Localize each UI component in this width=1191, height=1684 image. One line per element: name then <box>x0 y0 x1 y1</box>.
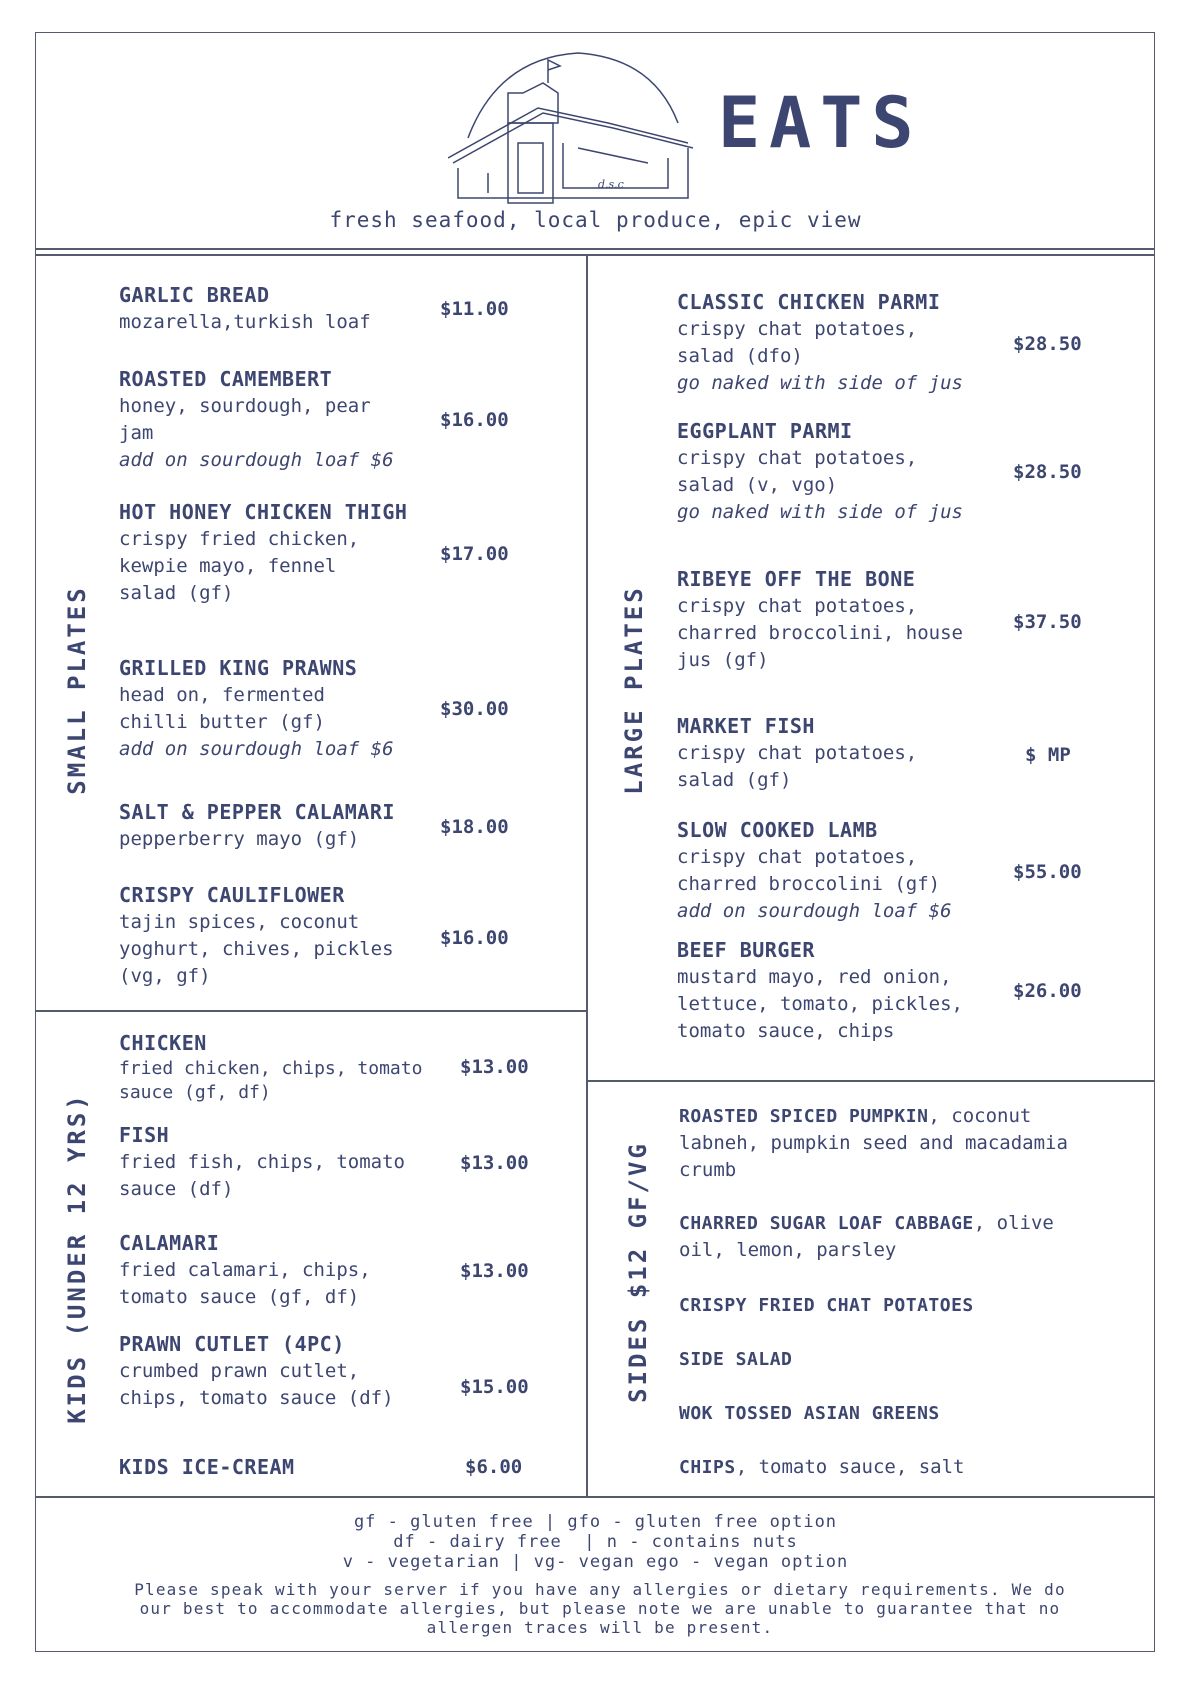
item-price: $28.50 <box>1013 461 1082 483</box>
item-price: $30.00 <box>440 698 509 720</box>
section-label-small-plates: SMALL PLATES <box>63 585 91 795</box>
side-name: CHIPS <box>679 1457 736 1478</box>
menu-item <box>119 1454 295 1481</box>
menu-item <box>119 1331 394 1412</box>
item-description: jus (gf) <box>677 649 769 671</box>
item-description: sauce (gf, df) <box>119 1082 271 1103</box>
menu-item <box>119 882 394 990</box>
item-description: tomato sauce, chips <box>677 1020 895 1042</box>
menu-item <box>677 817 952 925</box>
item-note: go naked with side of jus <box>677 372 963 394</box>
item-description: fried fish, chips, tomato <box>119 1151 405 1173</box>
item-description: yoghurt, chives, pickles <box>119 938 394 960</box>
restaurant-building-logo <box>448 48 728 208</box>
side-item <box>679 1454 1099 1481</box>
item-name: PRAWN CUTLET (4PC) <box>119 1332 345 1356</box>
side-name: WOK TOSSED ASIAN GREENS <box>679 1403 940 1424</box>
item-description: crispy chat potatoes, <box>677 595 918 617</box>
item-name: BEEF BURGER <box>677 938 815 962</box>
item-description: tomato sauce (gf, df) <box>119 1286 360 1308</box>
side-item <box>679 1103 1099 1184</box>
column-divider <box>586 254 588 1496</box>
item-price: $26.00 <box>1013 980 1082 1002</box>
menu-item <box>677 566 963 674</box>
item-name: EGGPLANT PARMI <box>677 419 853 443</box>
item-description: (vg, gf) <box>119 965 211 987</box>
menu-item <box>119 1030 422 1105</box>
item-description: crispy fried chicken, <box>119 528 360 550</box>
item-price: $15.00 <box>460 1376 529 1398</box>
item-description: jam <box>119 422 154 444</box>
item-description: salad (gf) <box>119 582 234 604</box>
item-note: add on sourdough loaf $6 <box>119 738 394 760</box>
menu-item <box>119 655 394 763</box>
item-note: go naked with side of jus <box>677 501 963 523</box>
item-price: $37.50 <box>1013 611 1082 633</box>
allergy-note: Please speak with your server if you have any allergies or dietary requirements. We do our best to accommodate allergies, but please note we are unable to guarantee that no allergen traces will be present. <box>134 1580 1066 1637</box>
item-price: $55.00 <box>1013 861 1082 883</box>
item-name: CHICKEN <box>119 1031 207 1055</box>
side-item <box>679 1292 1099 1319</box>
kids-divider <box>35 1010 587 1012</box>
item-description: salad (gf) <box>677 769 792 791</box>
item-description: crispy chat potatoes, <box>677 318 918 340</box>
item-name: GRILLED KING PRAWNS <box>119 656 358 680</box>
item-description: salad (v, vgo) <box>677 474 838 496</box>
header-rule-double <box>35 254 1155 256</box>
menu-item <box>677 713 917 794</box>
footer-rule <box>35 1496 1155 1498</box>
item-description: crispy chat potatoes, <box>677 846 918 868</box>
menu-item <box>119 499 407 607</box>
tagline: fresh seafood, local produce, epic view <box>329 208 862 232</box>
menu-item <box>119 1122 405 1203</box>
item-name: FISH <box>119 1123 170 1147</box>
item-description: charred broccolini (gf) <box>677 873 941 895</box>
dietary-legend-line: gf - gluten free | gfo - gluten free option <box>353 1512 838 1532</box>
item-description: mustard mayo, red onion, <box>677 966 952 988</box>
item-description: chips, tomato sauce (df) <box>119 1387 394 1409</box>
item-description: lettuce, tomato, pickles, <box>677 993 963 1015</box>
side-description: , tomato sauce, salt <box>735 1456 965 1478</box>
item-name: CRISPY CAULIFLOWER <box>119 883 345 907</box>
menu-item <box>677 937 963 1045</box>
item-description: fried chicken, chips, tomato <box>119 1058 423 1079</box>
item-description: kewpie mayo, fennel <box>119 555 337 577</box>
side-description: , olive oil, lemon, parsley <box>679 1212 1054 1261</box>
item-price: $13.00 <box>460 1056 529 1078</box>
menu-item <box>677 418 963 526</box>
item-name: SALT & PEPPER CALAMARI <box>119 800 395 824</box>
item-price: $18.00 <box>440 816 509 838</box>
item-description: pepperberry mayo (gf) <box>119 828 360 850</box>
section-label-kids: KIDS (UNDER 12 YRS) <box>63 1092 91 1424</box>
item-description: crispy chat potatoes, <box>677 742 918 764</box>
side-name: SIDE SALAD <box>679 1349 793 1370</box>
menu-item <box>119 799 395 853</box>
dietary-legend-line: v - vegetarian | vg- vegan ego - vegan option <box>342 1552 849 1572</box>
item-description: sauce (df) <box>119 1178 234 1200</box>
page-title: EATS <box>718 82 923 164</box>
item-price: $13.00 <box>460 1152 529 1174</box>
item-description: tajin spices, coconut <box>119 911 360 933</box>
item-description: mozarella,turkish loaf <box>119 311 371 333</box>
menu-item <box>677 289 963 397</box>
item-name: CLASSIC CHICKEN PARMI <box>677 290 941 314</box>
item-price: $13.00 <box>460 1260 529 1282</box>
sides-divider <box>587 1080 1155 1082</box>
item-note: add on sourdough loaf $6 <box>119 449 394 471</box>
item-name: GARLIC BREAD <box>119 283 270 307</box>
item-description: head on, fermented <box>119 684 325 706</box>
item-description: crumbed prawn cutlet, <box>119 1360 360 1382</box>
item-price: $ MP <box>1025 744 1071 766</box>
item-price: $11.00 <box>440 298 509 320</box>
dietary-legend-line: df - dairy free | n - contains nuts <box>393 1532 798 1552</box>
side-name: CHARRED SUGAR LOAF CABBAGE <box>679 1213 974 1234</box>
side-item <box>679 1346 1099 1373</box>
item-description: chilli butter (gf) <box>119 711 325 733</box>
item-description: charred broccolini, house <box>677 622 963 644</box>
side-description: , coconut labneh, pumpkin seed and macadamia crumb <box>679 1105 1068 1181</box>
item-description: crispy chat potatoes, <box>677 447 918 469</box>
side-item <box>679 1400 1099 1427</box>
item-name: MARKET FISH <box>677 714 815 738</box>
section-label-sides: SIDES $12 GF/VG <box>624 1141 652 1403</box>
section-label-large-plates: LARGE PLATES <box>620 585 648 795</box>
item-price: $28.50 <box>1013 333 1082 355</box>
item-description: fried calamari, chips, <box>119 1259 371 1281</box>
menu-item <box>119 1230 371 1311</box>
item-name: CALAMARI <box>119 1231 220 1255</box>
item-name: SLOW COOKED LAMB <box>677 818 878 842</box>
side-item <box>679 1210 1099 1264</box>
item-description: salad (dfo) <box>677 345 803 367</box>
menu-item <box>119 366 394 474</box>
header-rule <box>35 248 1155 250</box>
item-price: $6.00 <box>465 1456 523 1478</box>
item-price: $16.00 <box>440 409 509 431</box>
item-name: RIBEYE OFF THE BONE <box>677 567 916 591</box>
item-name: ROASTED CAMEMBERT <box>119 367 333 391</box>
svg-text:d.s.c: d.s.c <box>598 178 624 191</box>
side-name: ROASTED SPICED PUMPKIN <box>679 1106 929 1127</box>
item-description: honey, sourdough, pear <box>119 395 371 417</box>
menu-item <box>119 282 371 336</box>
item-note: add on sourdough loaf $6 <box>677 900 952 922</box>
side-name: CRISPY FRIED CHAT POTATOES <box>679 1295 974 1316</box>
item-price: $17.00 <box>440 543 509 565</box>
item-price: $16.00 <box>440 927 509 949</box>
item-name: HOT HONEY CHICKEN THIGH <box>119 500 408 524</box>
item-name: KIDS ICE-CREAM <box>119 1455 295 1479</box>
